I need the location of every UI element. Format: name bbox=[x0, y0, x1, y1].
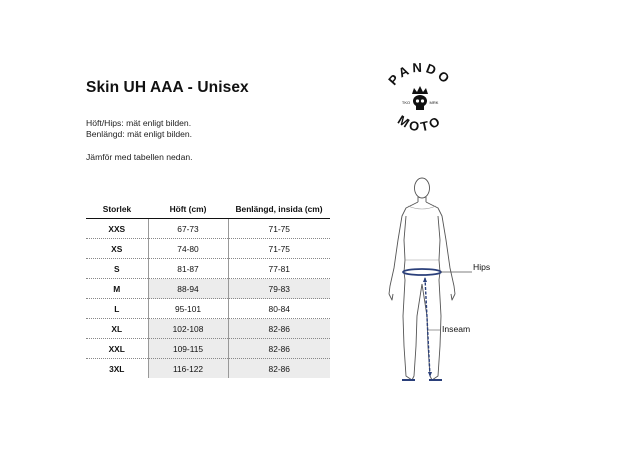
logo-right-mark: MRK bbox=[429, 100, 439, 105]
hip-cell: 102-108 bbox=[148, 319, 228, 339]
logo-top-text: PANDO bbox=[385, 59, 455, 88]
size-cell: XXS bbox=[86, 219, 148, 239]
table-row bbox=[86, 319, 330, 339]
inseam-cell: 79-83 bbox=[228, 279, 330, 299]
hip-cell: 116-122 bbox=[148, 359, 228, 379]
hip-cell: 95-101 bbox=[148, 299, 228, 319]
inseam-cell: 80-84 bbox=[228, 299, 330, 319]
size-cell: XS bbox=[86, 239, 148, 259]
header-hip: Höft (cm) bbox=[148, 199, 228, 219]
svg-text:PANDO bbox=[385, 60, 455, 88]
inseam-label: Inseam bbox=[442, 324, 471, 334]
compare-instruction: Jämför med tabellen nedan. bbox=[86, 152, 193, 162]
inseam-cell: 82-86 bbox=[228, 319, 330, 339]
pando-moto-logo bbox=[378, 58, 462, 142]
table-row bbox=[86, 339, 330, 359]
table-header-row bbox=[86, 199, 330, 219]
body-outline bbox=[389, 178, 455, 380]
logo-bottom-text: MOTO bbox=[394, 112, 446, 135]
inseam-cell: 82-86 bbox=[228, 359, 330, 379]
size-cell: 3XL bbox=[109, 363, 125, 374]
inseam-measurement-line bbox=[423, 277, 440, 377]
table-row bbox=[86, 299, 330, 319]
inseam-cell: 71-75 bbox=[228, 239, 330, 259]
hip-cell: 88-94 bbox=[148, 279, 228, 299]
skull-icon bbox=[413, 95, 427, 110]
crown-icon bbox=[412, 86, 428, 94]
size-cell: L bbox=[86, 299, 148, 319]
size-table bbox=[86, 199, 330, 378]
size-cell: XL bbox=[86, 319, 148, 339]
size-cell: S bbox=[86, 259, 148, 279]
table-row bbox=[86, 219, 330, 239]
hips-instruction: Höft/Hips: mät enligt bilden. bbox=[86, 118, 192, 128]
inseam-cell: 71-75 bbox=[228, 219, 330, 239]
hips-measurement-line bbox=[403, 269, 472, 275]
header-size: Storlek bbox=[86, 199, 148, 219]
hip-cell: 109-115 bbox=[148, 339, 228, 359]
hip-cell: 67-73 bbox=[148, 219, 228, 239]
inseam-cell: 77-81 bbox=[228, 259, 330, 279]
inseam-instruction: Benlängd: mät enligt bilden. bbox=[86, 129, 193, 139]
svg-text:MOTO bbox=[395, 112, 445, 134]
table-row bbox=[86, 359, 330, 379]
hips-label: Hips bbox=[473, 262, 491, 272]
body-measurement-figure bbox=[380, 176, 500, 388]
hip-cell: 81-87 bbox=[148, 259, 228, 279]
table-row bbox=[86, 279, 330, 299]
header-inseam: Benlängd, insida (cm) bbox=[228, 199, 330, 219]
table-row bbox=[86, 239, 330, 259]
hip-cell: 74-80 bbox=[148, 239, 228, 259]
page-title: Skin UH AAA - Unisex bbox=[86, 79, 249, 96]
table-row bbox=[86, 259, 330, 279]
size-cell: XXL bbox=[86, 339, 148, 359]
size-cell: M bbox=[86, 279, 148, 299]
logo-left-mark: TKO bbox=[401, 100, 411, 105]
inseam-cell: 82-86 bbox=[228, 339, 330, 359]
